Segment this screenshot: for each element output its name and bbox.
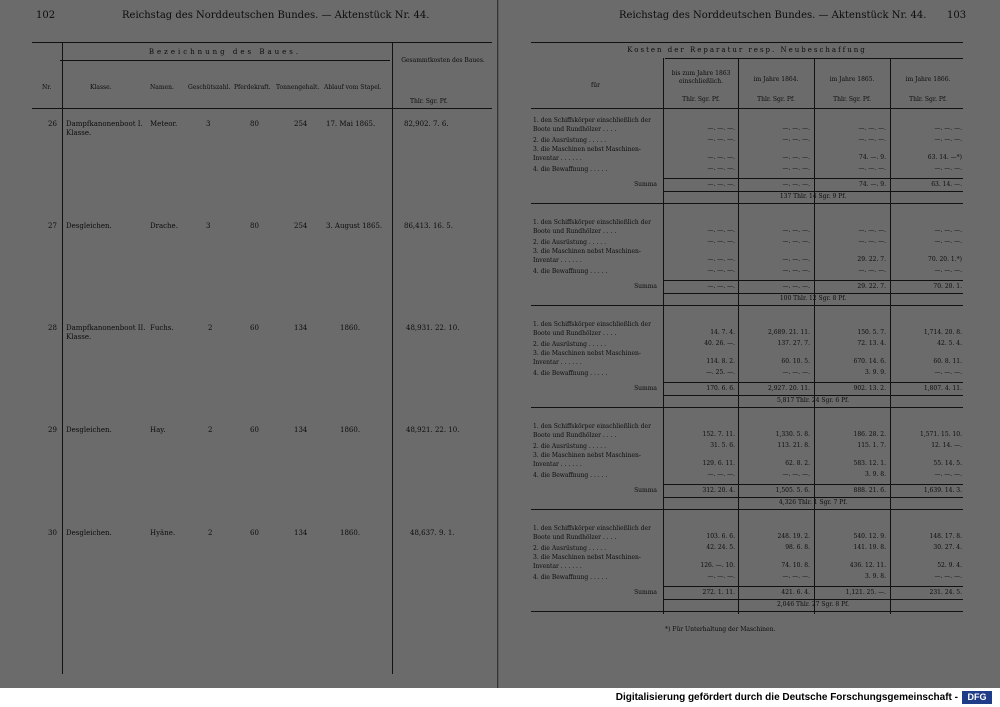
cost-item-label: 2. die Ausrüstung . . . . . <box>533 443 606 450</box>
sum-cell: 1,639. 14. 3. <box>923 487 962 494</box>
cost-cell: —. —. —. <box>858 136 886 143</box>
footer-text: Digitalisierung gefördert durch die Deutsche Forschungsgemeinschaft - <box>615 692 958 703</box>
sum-cell: —. —. —. <box>707 181 735 188</box>
row-klasse: Dampfkanonenboot II. Klasse. <box>66 324 146 341</box>
col-klasse: Klasse. <box>90 84 112 91</box>
cost-item-label: 1. den Schiffskörper einschließlich der Boote und Rundhölzer . . . . <box>533 117 651 133</box>
row-kosten: 48,921. 22. 10. <box>406 426 460 434</box>
cost-cell: —. —. —. <box>707 238 735 245</box>
row-nr: 28 <box>48 324 57 332</box>
page-number-left: 102 <box>36 10 56 21</box>
col-1864: im Jahre 1864. <box>753 76 799 83</box>
left-page <box>0 0 498 688</box>
sum-rule <box>663 586 963 587</box>
section-bottom-rule <box>531 305 963 306</box>
cost-cell: 42. 5. 4. <box>937 340 962 347</box>
cost-cell: 583. 12. 1. <box>853 460 886 467</box>
row-pferdekraft: 60 <box>250 324 259 332</box>
cost-cell: 3. 9. 8. <box>865 573 886 580</box>
cost-cell: —. —. —. <box>707 165 735 172</box>
cost-cell: —. —. —. <box>782 227 810 234</box>
sum-cell: —. —. —. <box>707 283 735 290</box>
row-nr: 26 <box>48 120 57 128</box>
cost-cell: —. —. —. <box>707 136 735 143</box>
cost-cell: 1,571. 15. 10. <box>920 431 962 438</box>
units-3: Thlr. Sgr. Pf. <box>833 96 871 103</box>
cost-item-label: 4. die Bewaffnung . . . . . <box>533 166 608 173</box>
cost-cell: —. —. —. <box>934 136 962 143</box>
cost-item-label: 2. die Ausrüstung . . . . . <box>533 137 606 144</box>
row-tonnen: 134 <box>294 426 308 434</box>
units-2: Thlr. Sgr. Pf. <box>757 96 795 103</box>
sum-rule <box>663 178 963 179</box>
cost-cell: —. —. —. <box>934 267 962 274</box>
cost-cell: 129. 6. 11. <box>702 460 735 467</box>
row-tonnen: 134 <box>294 324 308 332</box>
row-name: Hay. <box>150 426 166 434</box>
section-total: 5,817 Thlr. 24 Sgr. 6 Pf. <box>776 397 850 404</box>
sum-cell: —. —. —. <box>782 283 810 290</box>
sum-cell: 272. 1. 11. <box>702 589 735 596</box>
row-geschuetze: 2 <box>208 426 213 434</box>
cost-cell: 74. 10. 8. <box>781 562 810 569</box>
cost-cell: 60. 10. 5. <box>781 358 810 365</box>
cost-cell: 40. 26. —. <box>704 340 735 347</box>
cost-cell: —. —. —. <box>782 369 810 376</box>
row-geschuetze: 3 <box>206 120 211 128</box>
sum-cell: 902. 13. 2. <box>853 385 886 392</box>
digitization-footer <box>0 688 1000 707</box>
cost-item-label: 4. die Bewaffnung . . . . . <box>533 268 608 275</box>
section-bottom-rule <box>531 203 963 204</box>
cost-item-label: 3. die Maschinen nebst Maschinen-Inventar . . . . . . <box>533 452 641 468</box>
total-rule <box>663 497 963 498</box>
row-stapel: 17. Mai 1865. <box>326 120 376 128</box>
cost-cell: 14. 7. 4. <box>710 329 735 336</box>
cost-item-label: 1. den Schiffskörper einschließlich der Boote und Rundhölzer . . . . <box>533 219 651 235</box>
row-klasse: Dampfkanonenboot I. Klasse. <box>66 120 143 137</box>
sum-cell: 888. 21. 6. <box>853 487 886 494</box>
col-tonnen: Tonnengehalt. <box>276 84 320 91</box>
sum-rule <box>663 382 963 383</box>
cost-item-label: 4. die Bewaffnung . . . . . <box>533 574 608 581</box>
col-fuer: für <box>591 82 600 89</box>
row-kosten: 82,902. 7. 6. <box>404 120 449 128</box>
cost-item-label: 2. die Ausrüstung . . . . . <box>533 545 606 552</box>
sum-rule <box>663 280 963 281</box>
cost-item-label: 1. den Schiffskörper einschließlich der Boote und Rundhölzer . . . . <box>533 321 651 337</box>
cost-cell: —. —. —. <box>707 125 735 132</box>
dfg-logo: DFG <box>962 691 992 704</box>
cost-cell: 103. 6. 6. <box>706 533 735 540</box>
header-bottom-rule <box>32 108 492 109</box>
group-rule <box>60 60 390 61</box>
footnote: *) Für Unterhaltung der Maschinen. <box>665 626 776 633</box>
cost-cell: —. —. —. <box>934 369 962 376</box>
row-kosten: 86,413. 16. 5. <box>404 222 453 230</box>
cost-cell: —. —. —. <box>934 227 962 234</box>
cost-cell: —. —. —. <box>934 573 962 580</box>
col-1865: im Jahre 1865. <box>829 76 875 83</box>
sum-label: Summa <box>634 385 657 392</box>
cost-cell: —. —. —. <box>782 573 810 580</box>
row-tonnen: 254 <box>294 120 308 128</box>
sum-cell: 421. 6. 4. <box>781 589 810 596</box>
cost-cell: —. —. —. <box>934 471 962 478</box>
row-geschuetze: 2 <box>208 529 213 537</box>
cost-cell: —. —. —. <box>707 573 735 580</box>
cost-units: Thlr. Sgr. Pf. <box>410 98 448 105</box>
cost-cell: —. —. —. <box>858 227 886 234</box>
sum-cell: 2,927. 20. 11. <box>768 385 810 392</box>
row-nr: 27 <box>48 222 57 230</box>
cost-cell: —. —. —. <box>707 267 735 274</box>
cost-cell: 2,689. 21. 11. <box>768 329 810 336</box>
cost-cell: 70. 20. 1.*) <box>928 256 962 263</box>
sum-cell: 312. 20. 4. <box>702 487 735 494</box>
cost-cell: 60. 8. 11. <box>933 358 962 365</box>
header-bottom-rule <box>531 108 963 109</box>
group-title: Kosten der Reparatur resp. Neubeschaffung <box>627 46 867 54</box>
cost-cell: 152. 7. 11. <box>702 431 735 438</box>
cost-item-label: 1. den Schiffskörper einschließlich der Boote und Rundhölzer . . . . <box>533 423 651 439</box>
sum-label: Summa <box>634 487 657 494</box>
cost-cell: 55. 14. 5. <box>933 460 962 467</box>
section-total: 137 Thlr. 14 Sgr. 9 Pf. <box>779 193 847 200</box>
row-name: Fuchs. <box>150 324 174 332</box>
row-klasse: Desgleichen. <box>66 222 112 230</box>
cost-cell: —. —. —. <box>707 227 735 234</box>
section-bottom-rule <box>531 611 963 612</box>
col-stapel: Ablauf vom Stapel. <box>324 84 382 91</box>
total-rule <box>663 395 963 396</box>
row-tonnen: 134 <box>294 529 308 537</box>
cost-cell: 3. 9. 8. <box>865 471 886 478</box>
cost-cell: —. —. —. <box>782 154 810 161</box>
cost-cell: 30. 27. 4. <box>933 544 962 551</box>
cost-cell: 31. 5. 6. <box>710 442 735 449</box>
cost-item-label: 3. die Maschinen nebst Maschinen-Inventar . . . . . . <box>533 554 641 570</box>
col-namen: Namen. <box>150 84 174 91</box>
cost-cell: —. —. —. <box>934 238 962 245</box>
cost-cell: —. —. —. <box>782 136 810 143</box>
row-tonnen: 254 <box>294 222 308 230</box>
cost-cell: —. —. —. <box>707 256 735 263</box>
cost-cell: 62. 8. 2. <box>785 460 810 467</box>
cost-cell: —. —. —. <box>858 125 886 132</box>
col-geschuetze: Geschütszahl. <box>188 84 231 91</box>
section-bottom-rule <box>531 407 963 408</box>
cost-cell: 72. 13. 4. <box>857 340 886 347</box>
cost-item-label: 2. die Ausrüstung . . . . . <box>533 341 606 348</box>
sum-cell: 1,121. 25. —. <box>845 589 886 596</box>
cost-cell: —. —. —. <box>858 267 886 274</box>
cost-cell: 126. —. 10. <box>700 562 735 569</box>
sum-label: Summa <box>634 283 657 290</box>
sum-cell: 63. 14. —. <box>931 181 962 188</box>
row-stapel: 1860. <box>340 426 361 434</box>
cost-cell: —. —. —. <box>934 125 962 132</box>
cost-cell: 1,714. 20. 8. <box>923 329 962 336</box>
cost-cell: 115. 1. 7. <box>857 442 886 449</box>
cost-item-label: 3. die Maschinen nebst Maschinen-Inventar . . . . . . <box>533 248 641 264</box>
row-name: Drache. <box>150 222 178 230</box>
col-1866: im Jahre 1866. <box>905 76 951 83</box>
cost-cell: —. —. —. <box>782 125 810 132</box>
cost-item-label: 4. die Bewaffnung . . . . . <box>533 370 608 377</box>
cost-cell: 540. 12. 9. <box>853 533 886 540</box>
row-name: Meteor. <box>150 120 178 128</box>
col-kosten: Gesammtkosten des Baues. <box>401 57 485 64</box>
cost-cell: —. —. —. <box>782 471 810 478</box>
col-nr: Nr. <box>42 84 52 91</box>
cost-cell: 670. 14. 6. <box>853 358 886 365</box>
cost-cell: 63. 14. —*) <box>927 154 962 161</box>
row-nr: 29 <box>48 426 57 434</box>
units-4: Thlr. Sgr. Pf. <box>909 96 947 103</box>
cost-cell: —. —. —. <box>707 471 735 478</box>
sum-cell: —. —. —. <box>782 181 810 188</box>
row-pferdekraft: 80 <box>250 120 259 128</box>
sum-label: Summa <box>634 181 657 188</box>
row-geschuetze: 3 <box>206 222 211 230</box>
row-klasse: Desgleichen. <box>66 529 112 537</box>
right-page <box>499 0 1000 688</box>
cost-item-label: 3. die Maschinen nebst Maschinen-Inventar . . . . . . <box>533 146 641 162</box>
cost-cell: 186. 28. 2. <box>853 431 886 438</box>
units-1: Thlr. Sgr. Pf. <box>682 96 720 103</box>
row-klasse: Desgleichen. <box>66 426 112 434</box>
table-top-rule <box>531 42 963 43</box>
row-geschuetze: 2 <box>208 324 213 332</box>
cost-cell: 113. 21. 8. <box>777 442 810 449</box>
row-pferdekraft: 80 <box>250 222 259 230</box>
row-kosten: 48,931. 22. 10. <box>406 324 460 332</box>
cost-cell: 3. 9. 9. <box>865 369 886 376</box>
table-top-rule <box>32 42 492 43</box>
row-nr: 30 <box>48 529 57 537</box>
sum-label: Summa <box>634 589 657 596</box>
cost-cell: —. —. —. <box>782 238 810 245</box>
cost-cell: 148. 17. 8. <box>929 533 962 540</box>
page-number-right: 103 <box>947 10 967 21</box>
cost-item-label: 3. die Maschinen nebst Maschinen-Inventar . . . . . . <box>533 350 641 366</box>
cost-cell: 29. 22. 7. <box>857 256 886 263</box>
sum-cell: 231. 24. 5. <box>929 589 962 596</box>
left-running-header: Reichstag des Norddeutschen Bundes. — Aktenstück Nr. 44. <box>122 10 430 21</box>
cost-cell: —. —. —. <box>782 165 810 172</box>
sum-cell: 1,807. 4. 11. <box>923 385 962 392</box>
cost-cell: 137. 27. 7. <box>777 340 810 347</box>
cost-item-label: 1. den Schiffskörper einschließlich der Boote und Rundhölzer . . . . <box>533 525 651 541</box>
cost-cell: 74. —. 9. <box>859 154 886 161</box>
row-kosten: 48,637. 9. 1. <box>410 529 455 537</box>
total-rule <box>663 293 963 294</box>
row-stapel: 1860. <box>340 529 361 537</box>
total-rule <box>663 191 963 192</box>
sum-rule <box>663 484 963 485</box>
cost-cell: 98. 6. 8. <box>785 544 810 551</box>
section-bottom-rule <box>531 509 963 510</box>
cost-cell: 150. 5. 7. <box>857 329 886 336</box>
row-name: Hyäne. <box>150 529 176 537</box>
sum-cell: 29. 22. 7. <box>857 283 886 290</box>
total-rule <box>663 599 963 600</box>
section-total: 4,326 Thlr. 1 Sgr. 7 Pf. <box>778 499 848 506</box>
cost-item-label: 2. die Ausrüstung . . . . . <box>533 239 606 246</box>
cost-cell: —. —. —. <box>782 267 810 274</box>
section-total: 100 Thlr. 12 Sgr. 8 Pf. <box>779 295 847 302</box>
row-pferdekraft: 60 <box>250 426 259 434</box>
cost-cell: —. —. —. <box>782 256 810 263</box>
cost-cell: 436. 12. 11. <box>849 562 886 569</box>
cost-cell: 114. 8. 2. <box>706 358 735 365</box>
cost-cell: 1,330. 5. 8. <box>775 431 810 438</box>
row-stapel: 3. August 1865. <box>326 222 383 230</box>
cost-cell: 52. 9. 4. <box>937 562 962 569</box>
cost-cell: 42. 24. 5. <box>706 544 735 551</box>
cost-cell: —. 25. —. <box>705 369 735 376</box>
cost-cell: 12. 14. —. <box>931 442 962 449</box>
cost-cell: 248. 19. 2. <box>777 533 810 540</box>
right-running-header: Reichstag des Norddeutschen Bundes. — Aktenstück Nr. 44. <box>619 10 927 21</box>
row-stapel: 1860. <box>340 324 361 332</box>
sum-cell: 74. —. 9. <box>859 181 886 188</box>
group-title: Bezeichnung des Baues. <box>148 48 302 56</box>
cost-cell: 141. 19. 8. <box>853 544 886 551</box>
cost-cell: —. —. —. <box>707 154 735 161</box>
sum-cell: 70. 20. 1. <box>933 283 962 290</box>
cost-cell: —. —. —. <box>858 165 886 172</box>
section-total: 2,046 Thlr. 27 Sgr. 8 Pf. <box>776 601 850 608</box>
col-pferdekraft: Pferdekraft. <box>234 84 271 91</box>
col-bis-1863: bis zum Jahre 1863 einschließlich. <box>671 70 731 85</box>
cost-cell: —. —. —. <box>858 238 886 245</box>
cost-item-label: 4. die Bewaffnung . . . . . <box>533 472 608 479</box>
sum-cell: 170. 6. 6. <box>706 385 735 392</box>
sum-cell: 1,505. 5. 6. <box>775 487 810 494</box>
cost-cell: —. —. —. <box>934 165 962 172</box>
row-pferdekraft: 60 <box>250 529 259 537</box>
